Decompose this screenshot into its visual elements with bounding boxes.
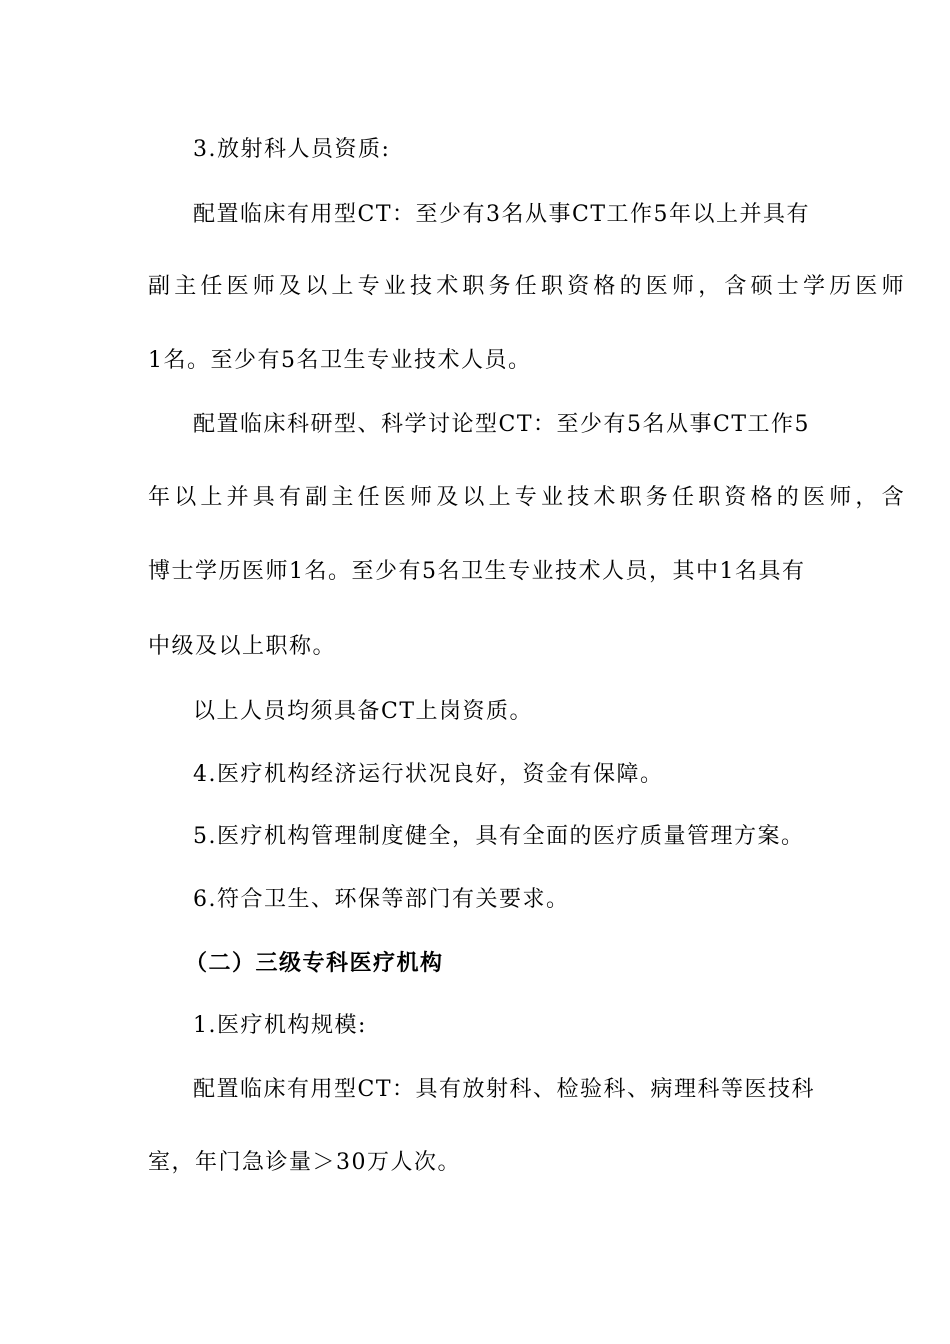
paragraph-clinical-ct-line-1: 配置临床有用型CT：至少有3名从事CT工作5年以上并具有 (193, 202, 811, 227)
item-1-scale-heading: 1.医疗机构规模: (193, 1013, 367, 1038)
paragraph-ct-qualification: 以上人员均须具备CT上岗资质。 (193, 699, 534, 724)
item-3-radiology-staff-heading: 3.放射科人员资质: (193, 137, 391, 162)
paragraph-research-ct-line-4: 中级及以上职称。 (148, 634, 337, 659)
paragraph-specialty-ct-line-2: 室，年门急诊量＞30万人次。 (148, 1150, 461, 1175)
item-6-requirements: 6.符合卫生、环保等部门有关要求。 (193, 887, 570, 912)
item-5-management: 5.医疗机构管理制度健全，具有全面的医疗质量管理方案。 (193, 824, 805, 849)
paragraph-research-ct-line-1: 配置临床科研型、科学讨论型CT：至少有5名从事CT工作5 (193, 412, 811, 437)
section-heading-tier3-specialty: （二）三级专科医疗机构 (185, 950, 444, 976)
paragraph-specialty-ct-line-1: 配置临床有用型CT：具有放射科、检验科、病理科等医技科 (193, 1077, 816, 1102)
paragraph-research-ct-line-2: 年以上并具有副主任医师及以上专业技术职务任职资格的医师，含 (148, 485, 908, 510)
paragraph-clinical-ct-line-3: 1名。至少有5名卫生专业技术人员。 (148, 348, 532, 373)
item-4-finance: 4.医疗机构经济运行状况良好，资金有保障。 (193, 762, 664, 787)
paragraph-clinical-ct-line-2: 副主任医师及以上专业技术职务任职资格的医师，含硕士学历医师 (148, 274, 908, 299)
paragraph-research-ct-line-3: 博士学历医师1名。至少有5名卫生专业技术人员，其中1名具有 (148, 559, 806, 584)
